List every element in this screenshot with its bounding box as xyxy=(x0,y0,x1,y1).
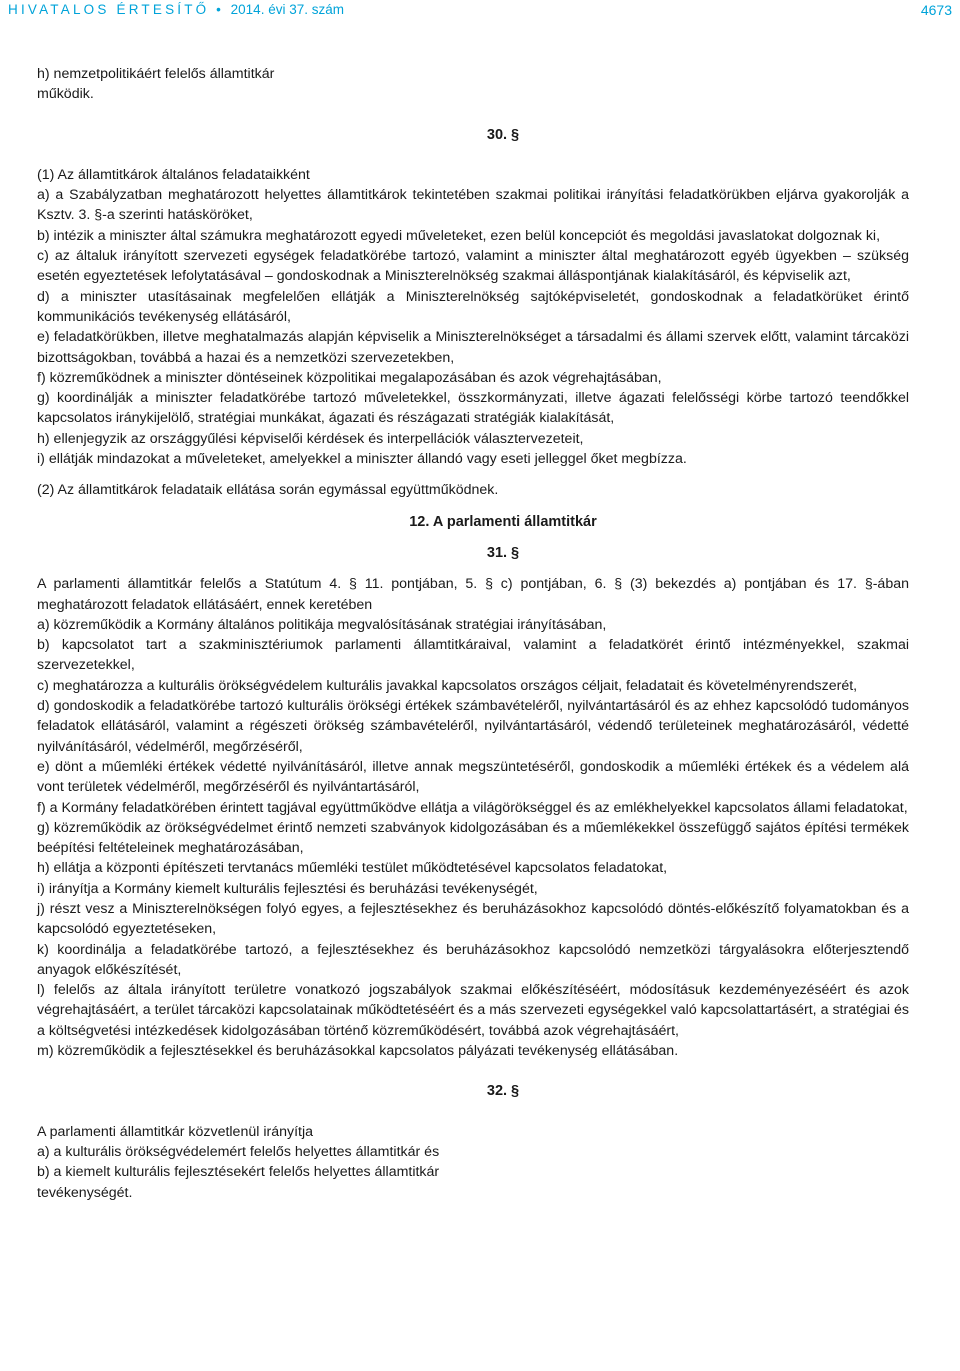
running-header xyxy=(8,0,952,20)
section-31-item-m: m) közreműködik a fejlesztésekkel és beruházásokkal kapcsolatos pályázati tevékenység ellátásában. xyxy=(37,1043,679,1060)
section-30-item-h: h) ellenjegyzik az országgyűlési képviselői kérdések és interpellációk választervezeteit, xyxy=(37,430,584,447)
section-30-item-b: b) intézik a miniszter által számukra meghatározott egyedi műveleteket, ezen belül koncepciót és megoldási javaslatokat dolgoznak ki, xyxy=(37,227,881,244)
intro-line-2: működik. xyxy=(37,86,94,103)
document-body xyxy=(37,64,909,1203)
section-30-item-e: e) feladatkörükben, illetve meghatalmazás alapján képviselik a Miniszterelnökséget a társadalmi és állami szervek előtt, valamint tárcaközi bizottságokban, továbbá a hazai és a nemzetközi szervezetekben, xyxy=(37,329,909,366)
section-32-line-3: b) a kiemelt kulturális fejlesztésekért felelős helyettes államtitkár xyxy=(37,1164,440,1181)
section-31-item-l: l) felelős az általa irányított területre vonatkozó jogszabályok szakmai előkészítéséért, módosításuk kezdeményezéséért és azok végrehajtásáért, a terület tárcaközi kapcsolatainak működtetéséért és a más szervezeti egységekkel való kapcsolattartásért, a stratégiai és a költségvetési intézkedések kidolgozásában történő közreműködésért, továbbá azok végrehajtásáért, xyxy=(37,982,909,1039)
section-30-para-1-intro: (1) Az államtitkárok általános feladataikként xyxy=(37,166,310,183)
journal-title: HIVATALOS ÉRTESÍTŐ xyxy=(8,2,210,17)
section-30-item-g: g) koordinálják a miniszter feladatkörébe tartozó műveletekkel, összkormányzati, illetve ágazati felelősségi körbe tartozó teendőkkel kapcsolatos iránykijelölő, stratégiai munkákat, ágazati és részágazati stratégiák kialakítását, xyxy=(37,390,909,427)
page-number: 4673 xyxy=(920,2,952,18)
section-31-item-d: d) gondoskodik a feladatkörébe tartozó kulturális örökségi értékek számbavételéről, nyilvántartásáról és az ehhez kapcsolódó tudományos feladatok ellátásáról, valamint a régészeti örökség számbavételéről, nyilvántartásáról, védendő területeinek meghatározásáról, védetté nyilvánításáról, védelméről, megőrzéséről, xyxy=(37,698,909,755)
section-32-title: 32. § xyxy=(486,1083,520,1100)
section-30-item-d: d) a miniszter utasításainak megfelelően ellátják a Miniszterelnökség sajtóképviseletét, gondoskodnak a feladatkörüket érintő kommunikációs tevékenység ellátásáról, xyxy=(37,288,909,325)
section-31-item-j: j) részt vesz a Miniszterelnökségen folyó egyes, a fejlesztésekhez és beruházásokhoz kapcsolódó döntés-előkészítő folyamatokban és a kapcsolódó egyeztetéseken, xyxy=(37,900,909,938)
header-left xyxy=(8,1,344,19)
section-30-item-i: i) ellátják mindazokat a műveleteket, amelyekkel a miniszter állandó vagy eseti jelleggel őket megbízza. xyxy=(37,451,687,468)
section-30-item-a: a) a Szabályzatban meghatározott helyettes államtitkárok tekintetében szakmai politikai irányítási feladatkörükben eljárva gyakorolják a Ksztv. 3. §-a szerinti hatásköröket, xyxy=(37,187,909,224)
section-31-intro: A parlamenti államtitkár felelős a Statútum 4. § 11. pontjában, 5. § c) pontjában, 6. § (3) bekezdés a) pontjában és 17. §-ában meghatározott feladatok ellátásáért, ennek keretében xyxy=(37,576,909,613)
section-32-line-2: a) a kulturális örökségvédelemért felelős helyettes államtitkár és xyxy=(37,1143,440,1160)
section-32-line-4: tevékenységét. xyxy=(37,1184,133,1201)
section-31-item-e: e) dönt a műemléki értékek védetté nyilvánításáról, illetve annak megszüntetéséről, gondoskodik a műemléki értékek és a védelem alá vont területek védelméről, megőrzéséről és nyilvántartásáról, xyxy=(37,758,909,796)
chapter-12-title: 12. A parlamenti államtitkár xyxy=(409,513,597,530)
section-31-item-i: i) irányítja a Kormány kiemelt kulturális fejlesztési és beruházási tevékenységét, xyxy=(37,880,538,897)
section-31-item-c: c) meghatározza a kulturális örökségvédelem kulturális javakkal kapcsolatos országos céljait, feladatait és követelményrendszerét, xyxy=(37,677,858,694)
issue-label: 2014. évi 37. szám xyxy=(230,2,344,17)
section-30-para-2: (2) Az államtitkárok feladataik ellátása során egymással együttműködnek. xyxy=(37,482,499,499)
section-30-item-c: c) az általuk irányított szervezeti egységek feladatkörébe tartozó, valamint a miniszter által meghatározott egyéb ügyekben – szükség esetén egyeztetések lefolytatásával – gondoskodnak a Miniszterelnökség szakmai álláspontjának kialakításáról, és képviselik azt, xyxy=(37,248,909,285)
header-bullet: • xyxy=(216,2,221,17)
section-31-title: 31. § xyxy=(486,544,520,561)
section-32-line-1: A parlamenti államtitkár közvetlenül irányítja xyxy=(37,1123,313,1140)
section-31-item-a: a) közreműködik a Kormány általános politikája megvalósításának stratégiai irányításában, xyxy=(37,616,607,633)
section-30-item-f: f) közreműködnek a miniszter döntéseinek közpolitikai megalapozásában és azok végrehajtásában, xyxy=(37,369,662,386)
section-31-item-b: b) kapcsolatot tart a szakminisztériumok parlamenti államtitkáraival, valamint a feladatkörét érintő intézményekkel, szakmai szervezetekkel, xyxy=(37,637,909,674)
section-30-title: 30. § xyxy=(486,126,520,143)
section-31-item-k: k) koordinálja a feladatkörébe tartozó, a fejlesztésekhez és beruházásokhoz kapcsolódó nemzetközi tárgyalásokra előterjesztendő anyagok előkészítését, xyxy=(37,941,909,978)
section-31-item-h: h) ellátja a központi építészeti tervtanács műemléki testület működtetésével kapcsolatos feladatokat, xyxy=(37,860,668,877)
intro-line-1: h) nemzetpolitikáért felelős államtitkár xyxy=(37,66,275,82)
section-31-item-g: g) közreműködik az örökségvédelmet érintő nemzeti szabványok kidolgozásában és a műemlékekkel összefüggő sajátos építési termékek beépítési feltételeinek meghatározásában, xyxy=(37,819,909,857)
section-31-item-f: f) a Kormány feladatkörében érintett tagjával együttműködve ellátja a világörökséggel és az emlékhelyekkel kapcsolatos állami feladatokat, xyxy=(37,799,908,816)
